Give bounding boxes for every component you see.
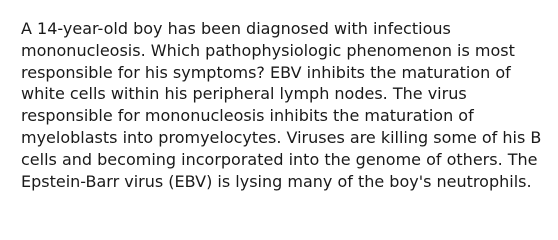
question-text: A 14-year-old boy has been diagnosed with infectious mononucleosis. Which pathophysiologic phenomenon is most responsible for his symptoms? EBV inhibits the maturation of white cells within his peripheral lymph nodes. The virus responsible for mononucleosis inhibits the maturation of myeloblasts into promyelocytes. Viruses are killing some of his B cells and becoming incorporated into the genome of others. The Epstein-Barr virus (EBV) is lysing many of the boy's neutrophils.	[21, 19, 542, 191]
